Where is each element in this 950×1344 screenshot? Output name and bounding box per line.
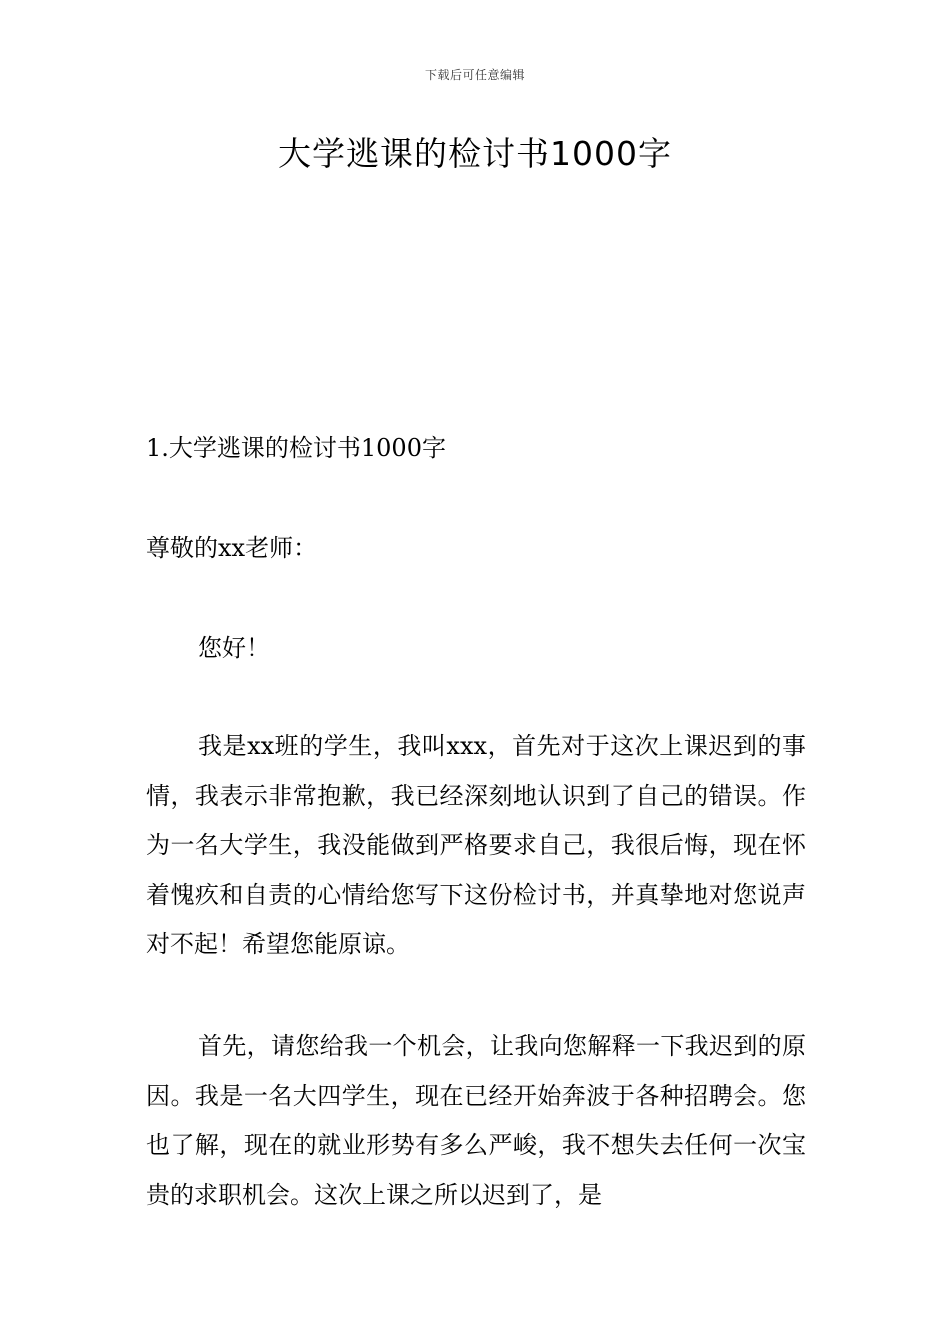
header-note: 下载后可任意编辑 [424, 68, 525, 82]
greeting: 您好！ [198, 634, 270, 662]
section-heading: 1.大学逃课的检讨书1000字 [146, 434, 446, 462]
body-paragraph: 首先，请您给我一个机会，让我向您解释一下我迟到的原因。我是一名大四学生，现在已经开始奔波于各种招聘会。您也了解，现在的就业形势有多么严峻，我不想失去任何一次宝贵的求职机会。这次上课之所以迟到了，是 [146, 1032, 806, 1209]
body-paragraph: 我是xx班的学生，我叫xxx，首先对于这次上课迟到的事情，我表示非常抱歉，我已经深刻地认识到了自己的错误。作为一名大学生，我没能做到严格要求自己，我很后悔，现在怀着愧疚和自责的心情给您写下这份检讨书，并真挚地对您说声对不起！希望您能原谅。 [146, 732, 806, 958]
document-title: 大学逃课的检讨书1000字 [278, 134, 672, 173]
salutation: 尊敬的xx老师： [146, 534, 318, 562]
